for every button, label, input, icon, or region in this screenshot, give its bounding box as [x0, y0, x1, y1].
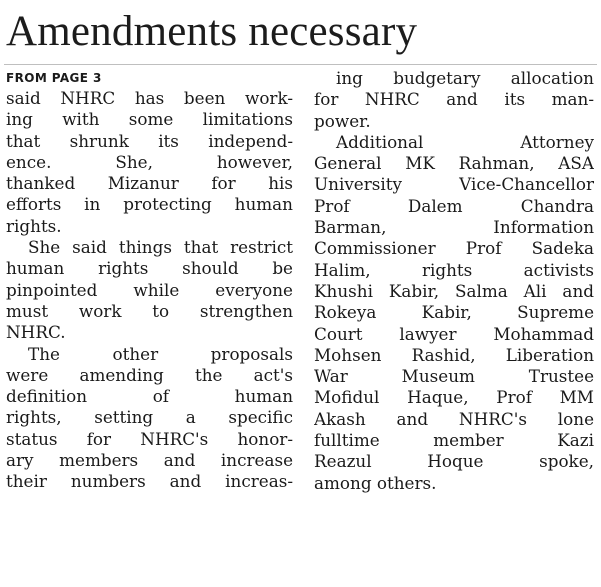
- text-line: Barman, Information: [314, 217, 594, 238]
- text-line: ary members and increase: [6, 450, 293, 471]
- text-line: fulltime member Kazi: [314, 430, 594, 451]
- article-column-right: [314, 68, 594, 494]
- headline: Amendments necessary: [6, 8, 418, 55]
- text-line: Mohsen Rashid, Liberation: [314, 344, 594, 365]
- continuation-kicker: FROM PAGE 3: [6, 71, 102, 85]
- text-line: human rights should be: [6, 258, 293, 279]
- text-line: The other proposals: [28, 343, 293, 364]
- text-line: Halim, rights activists: [314, 259, 594, 280]
- text-line: power.: [314, 110, 371, 131]
- text-line: ing with some limitations: [6, 109, 293, 130]
- text-line: thanked Mizanur for his: [6, 173, 293, 194]
- left-column-body: [6, 88, 293, 493]
- text-line: that shrunk its independ-: [6, 130, 293, 151]
- text-line: Akash and NHRC's lone: [314, 408, 594, 429]
- text-line: rights.: [6, 215, 62, 236]
- text-line: among others.: [314, 472, 437, 493]
- text-line: their numbers and increas-: [6, 471, 293, 492]
- text-line: General MK Rahman, ASA: [314, 153, 594, 174]
- text-line: rights, setting a specific: [6, 407, 293, 428]
- text-line: ing budgetary allocation: [336, 68, 594, 88]
- text-line: definition of human: [6, 386, 293, 407]
- text-line: were amending the act's: [6, 364, 293, 385]
- text-line: Reazul Hoque spoke,: [314, 451, 594, 472]
- text-line: War Museum Trustee: [314, 366, 594, 387]
- text-line: Prof Dalem Chandra: [314, 195, 594, 216]
- headline-rule: [4, 64, 597, 65]
- text-line: Additional Attorney: [336, 131, 594, 152]
- text-line: pinpointed while everyone: [6, 279, 293, 300]
- text-line: University Vice-Chancellor: [314, 174, 594, 195]
- text-line: She said things that restrict: [28, 237, 293, 258]
- text-line: efforts in protecting human: [6, 194, 293, 215]
- text-line: for NHRC and its man-: [314, 89, 594, 110]
- text-line: Khushi Kabir, Salma Ali and: [314, 280, 594, 301]
- article-column-left: [6, 68, 293, 493]
- text-line: status for NHRC's honor-: [6, 428, 293, 449]
- text-line: Commissioner Prof Sadeka: [314, 238, 594, 259]
- text-line: NHRC.: [6, 322, 66, 343]
- text-line: Court lawyer Mohammad: [314, 323, 594, 344]
- text-line: said NHRC has been work-: [6, 88, 293, 108]
- text-line: Mofidul Haque, Prof MM: [314, 387, 594, 408]
- text-line: Rokeya Kabir, Supreme: [314, 302, 594, 323]
- text-line: must work to strengthen: [6, 300, 293, 321]
- text-line: ence. She, however,: [6, 151, 293, 172]
- right-column-body: [314, 68, 594, 494]
